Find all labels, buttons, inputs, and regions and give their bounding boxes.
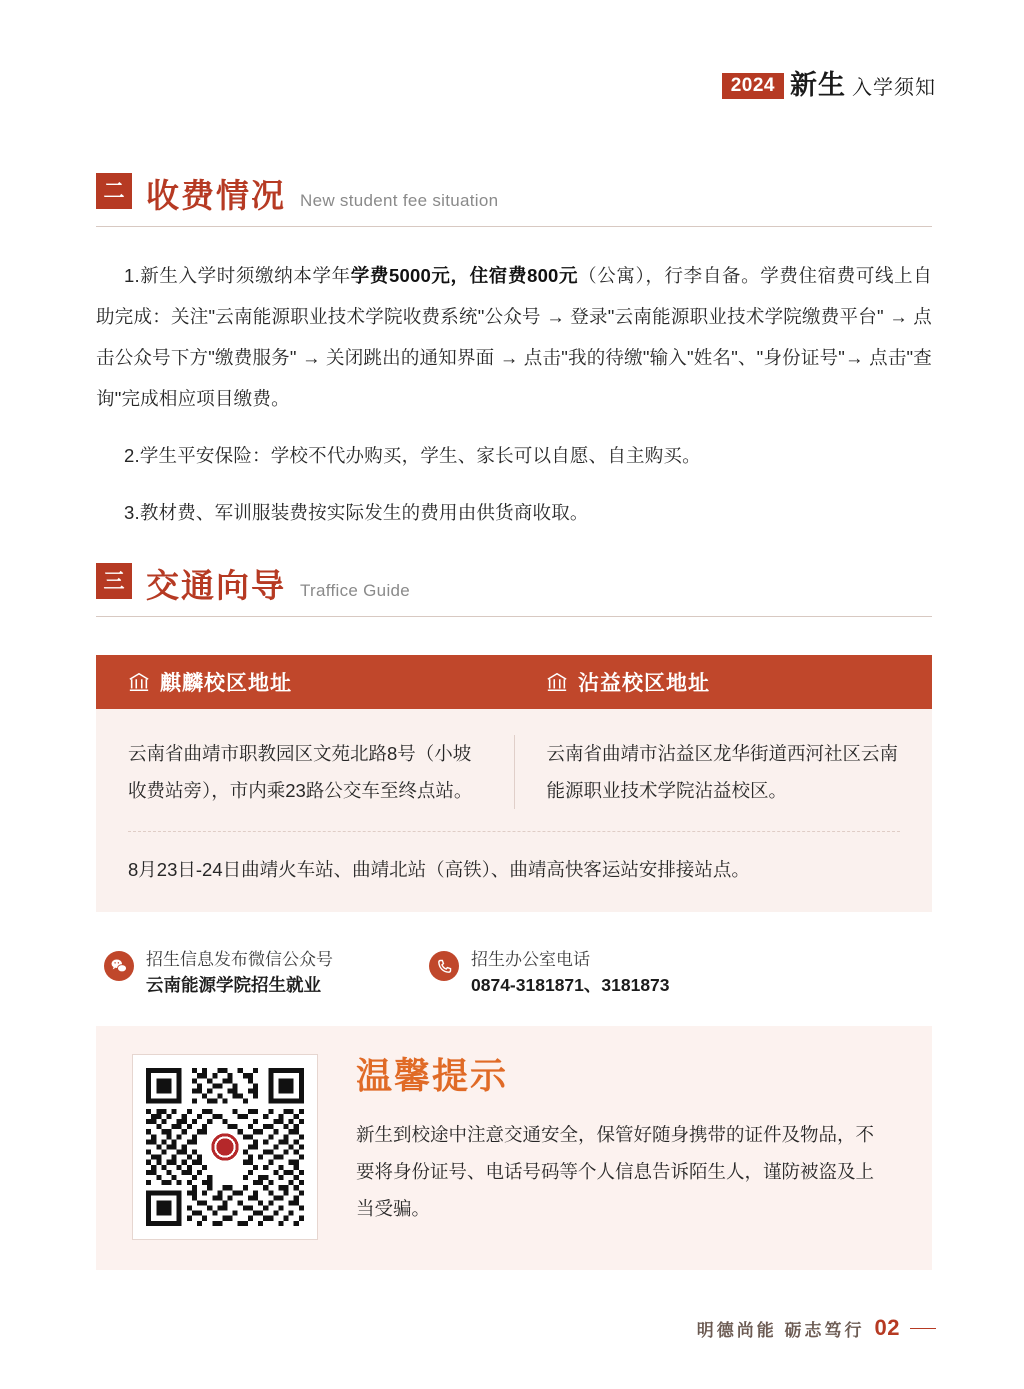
fee-p1-bold: 学费5000元，住宿费800元	[350, 265, 579, 286]
section-traffic-number: 三	[96, 563, 132, 599]
fee-p3-text: 3.教材费、军训服装费按实际发生的费用由供货商收取。	[124, 502, 589, 523]
section-traffic-header	[96, 566, 932, 617]
warm-tip-content	[318, 1054, 932, 1240]
footer-motto: 明德尚能 砺志笃行	[696, 1320, 865, 1340]
section-fee-title: 收费情况	[146, 177, 286, 214]
campus-title-qilin: 麒麟校区地址	[160, 672, 292, 695]
fee-paragraph-3	[96, 492, 932, 533]
campus-address-card	[96, 655, 932, 912]
fee-p2-text: 2.学生平安保险：学校不代办购买，学生、家长可以自愿、自主购买。	[124, 445, 701, 466]
contact-phone	[429, 948, 670, 998]
section-fee-subtitle: New student fee situation	[300, 191, 499, 210]
section-traffic-title: 交通向导	[146, 567, 286, 604]
qr-code-image	[141, 1063, 309, 1231]
campus-address-body	[96, 709, 932, 831]
contact-phone-label: 招生办公室电话	[471, 950, 590, 969]
warm-tip-box	[96, 1026, 932, 1270]
contact-phone-value: 0874-3181871、3181873	[471, 975, 670, 995]
fee-p1-rest: （公寓），行李自备。学费住宿费可线上自助完成：关注"云南能源职业技术学院收费系统"公众号 → 登录"云南能源职业技术学院缴费平台" → 点击公众号下方"缴费服务" → 关闭跳出的通知界面 → 点击"我的待缴"输入"姓名"、"身份证号"→ 点击"查询"完成相应项目缴费。	[96, 265, 932, 409]
pickup-note: 8月23日-24日曲靖火车站、曲靖北站（高铁）、曲靖高快客运站安排接站点。	[128, 859, 750, 880]
section-fee-header	[96, 176, 932, 227]
warm-tip-title: 温馨提示	[356, 1055, 509, 1096]
campus-address-qilin: 云南省曲靖市职教园区文苑北路8号（小坡收费站旁），市内乘23路公交车至终点站。	[96, 735, 515, 809]
page-footer	[697, 1315, 936, 1341]
section-traffic-subtitle: Traffice Guide	[300, 581, 411, 600]
campus-address-zhanyi: 云南省曲靖市沾益区龙华街道西河社区云南能源职业技术学院沾益校区。	[546, 743, 899, 801]
header-title-sub: 入学须知	[852, 76, 936, 99]
section-fee	[96, 176, 932, 533]
contact-wechat-value: 云南能源学院招生就业	[146, 975, 321, 995]
campus-header-zhanyi	[514, 667, 932, 697]
bank-icon	[128, 671, 150, 693]
section-traffic	[96, 566, 932, 1270]
campus-address-card-header	[96, 655, 932, 709]
campus-header-qilin	[96, 667, 514, 697]
footer-rule	[910, 1328, 936, 1329]
page-header	[722, 72, 936, 99]
contacts-row	[96, 948, 932, 998]
contact-wechat	[104, 948, 333, 998]
bank-icon	[546, 671, 568, 693]
contact-wechat-label: 招生信息发布微信公众号	[146, 950, 333, 969]
fee-p1-lead: 1.新生入学时须缴纳本学年	[124, 265, 351, 286]
phone-icon	[429, 951, 459, 981]
fee-paragraph-2	[96, 435, 932, 476]
wechat-icon	[104, 951, 134, 981]
footer-page-number: 02	[874, 1315, 900, 1340]
warm-tip-text: 新生到校途中注意交通安全，保管好随身携带的证件及物品，不要将身份证号、电话号码等个人信息告诉陌生人，谨防被盗及上当受骗。	[356, 1124, 875, 1219]
campus-title-zhanyi: 沾益校区地址	[578, 672, 710, 695]
qr-code[interactable]	[132, 1054, 318, 1240]
pickup-note-wrap	[128, 831, 900, 912]
header-title-main: 新生	[790, 70, 846, 100]
fee-paragraph-1	[96, 255, 932, 419]
section-fee-number: 二	[96, 173, 132, 209]
year-badge: 2024	[722, 73, 784, 99]
